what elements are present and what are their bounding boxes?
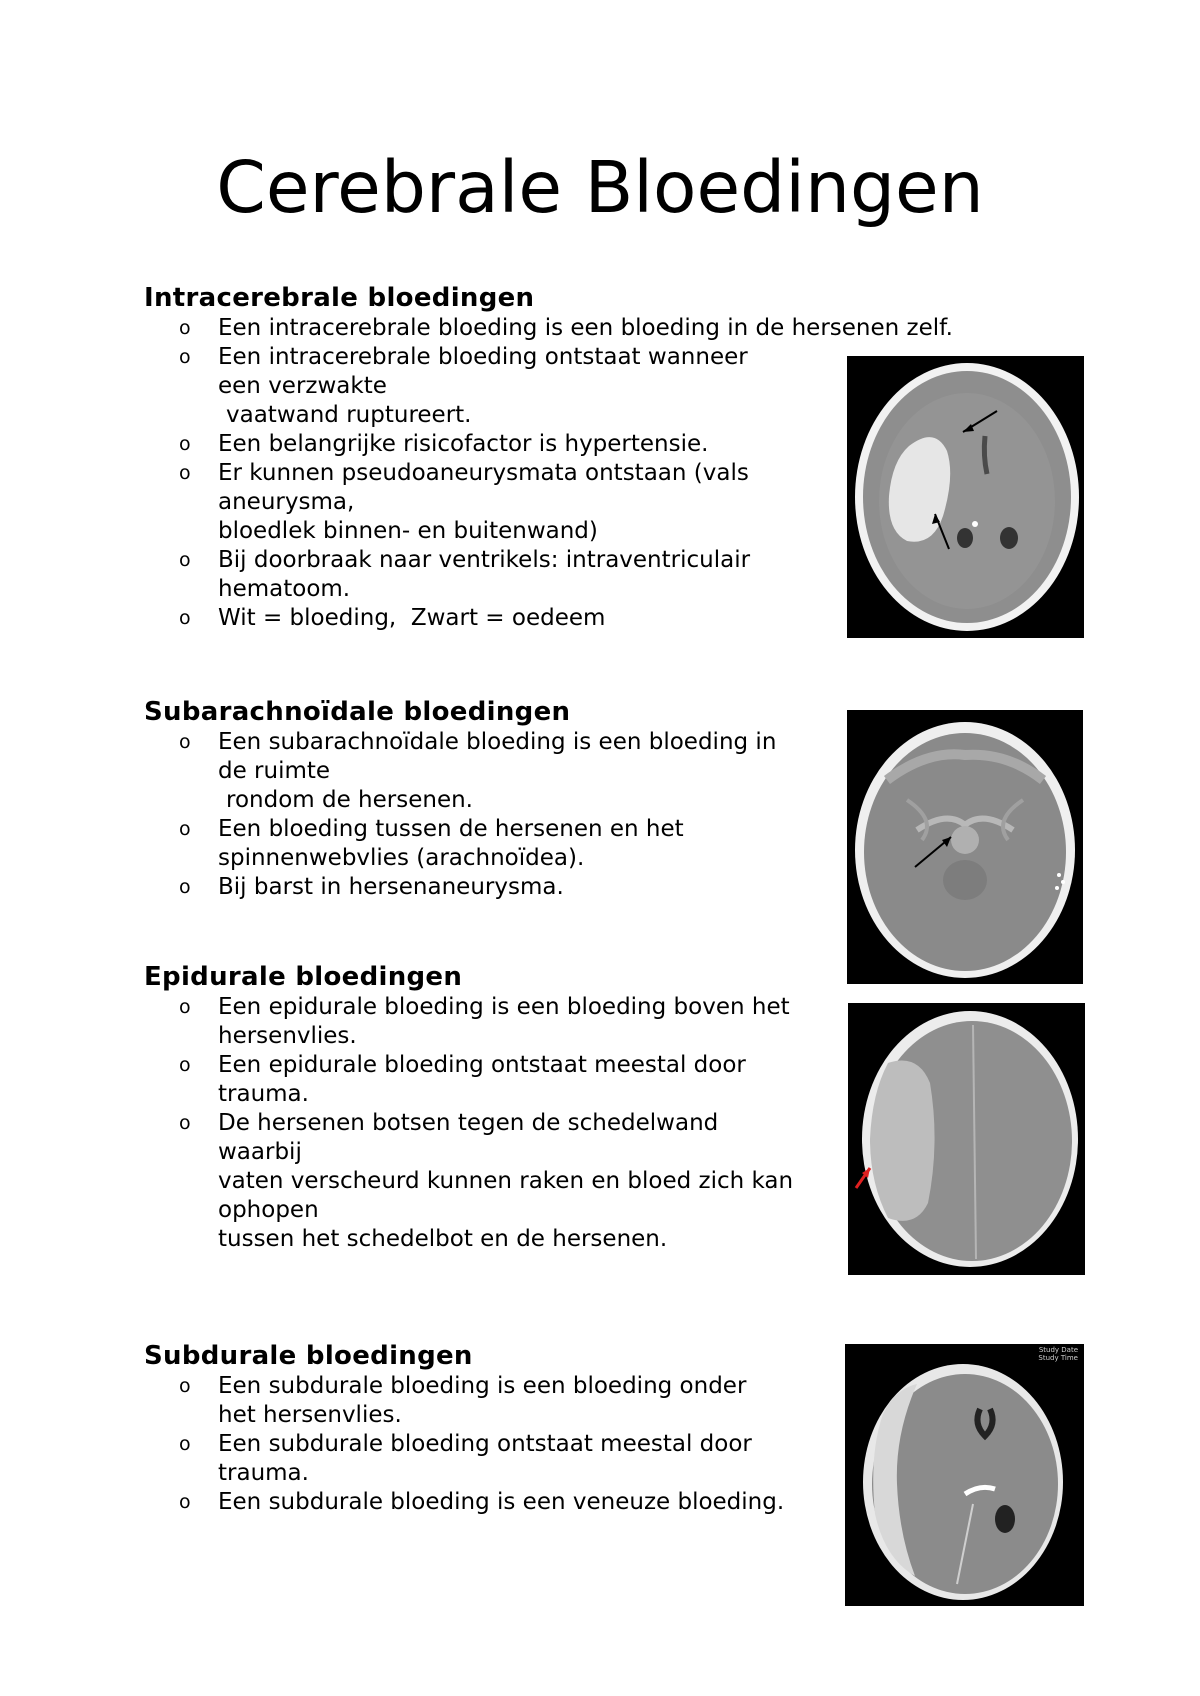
list-item-text: Wit = bloeding, Zwart = oedeem bbox=[218, 605, 606, 631]
list-item-text: Een subdurale bloeding is een veneuze bloeding. bbox=[218, 1489, 785, 1515]
section-heading: Subarachnoïdale bloedingen bbox=[144, 697, 571, 727]
ct-overlay-line: Study Date bbox=[1038, 1346, 1078, 1354]
bullet-marker: o bbox=[179, 433, 191, 455]
bullet-marker: o bbox=[179, 1433, 191, 1455]
list-item bbox=[144, 1430, 824, 1488]
list-item-text: het hersenvlies. bbox=[218, 1402, 402, 1428]
section-heading: Subdurale bloedingen bbox=[144, 1341, 473, 1371]
list-item-text: waarbij bbox=[218, 1139, 302, 1165]
list-item-text: rondom de hersenen. bbox=[226, 787, 473, 813]
list-item-text: hersenvlies. bbox=[218, 1023, 357, 1049]
bullet-marker: o bbox=[179, 996, 191, 1018]
ct-overlay-text bbox=[1038, 1346, 1078, 1362]
list-item bbox=[144, 1109, 826, 1254]
list-item-text: Een intracerebrale bloeding is een bloeding in de hersenen zelf. bbox=[218, 315, 953, 341]
list-item-text: Een subarachnoïdale bloeding is een bloeding in bbox=[218, 729, 777, 755]
section-heading: Intracerebrale bloedingen bbox=[144, 283, 535, 313]
bullet-list bbox=[144, 1372, 824, 1517]
list-item-text: de ruimte bbox=[218, 758, 331, 784]
list-item-text: Bij barst in hersenaneurysma. bbox=[218, 874, 564, 900]
page-title: Cerebrale Bloedingen bbox=[216, 146, 984, 229]
list-item-text: trauma. bbox=[218, 1081, 309, 1107]
list-item-text: Een subdurale bloeding ontstaat meestal door bbox=[218, 1431, 752, 1457]
list-item-text: Een bloeding tussen de hersenen en het bbox=[218, 816, 684, 842]
section-subarachnoid bbox=[144, 696, 826, 902]
section-epidural bbox=[144, 961, 826, 1254]
ct-scan-subdural bbox=[845, 1344, 1084, 1606]
list-item-text: Een intracerebrale bloeding ontstaat wanneer bbox=[218, 344, 748, 370]
list-item-text: bloedlek binnen- en buitenwand) bbox=[218, 518, 598, 544]
list-item bbox=[144, 1488, 824, 1517]
list-item-text: spinnenwebvlies (arachnoïdea). bbox=[218, 845, 585, 871]
list-item bbox=[144, 1051, 826, 1109]
bullet-marker: o bbox=[179, 1054, 191, 1076]
ct-scan-image bbox=[845, 1344, 1084, 1606]
list-item-text: Een belangrijke risicofactor is hypertensie. bbox=[218, 431, 709, 457]
list-item-text: Een subdurale bloeding is een bloeding onder bbox=[218, 1373, 747, 1399]
bullet-marker: o bbox=[179, 876, 191, 898]
list-item bbox=[144, 873, 826, 902]
bullet-marker: o bbox=[179, 549, 191, 571]
list-item-text: tussen het schedelbot en de hersenen. bbox=[218, 1226, 668, 1252]
section-subdural bbox=[144, 1340, 824, 1517]
list-item-text: Bij doorbraak naar ventrikels: intraventriculair bbox=[218, 547, 751, 573]
bullet-list bbox=[144, 993, 826, 1254]
bullet-marker: o bbox=[179, 607, 191, 629]
ct-scan-epidural bbox=[848, 1003, 1085, 1275]
ct-scan-subarachnoid bbox=[847, 710, 1083, 984]
bullet-list bbox=[144, 728, 826, 902]
bullet-marker: o bbox=[179, 731, 191, 753]
list-item-text: trauma. bbox=[218, 1460, 309, 1486]
section-heading: Epidurale bloedingen bbox=[144, 962, 463, 992]
list-item-text: De hersenen botsen tegen de schedelwand bbox=[218, 1110, 719, 1136]
ct-scan-image bbox=[847, 710, 1083, 984]
ct-overlay-line: Study Time bbox=[1038, 1354, 1078, 1362]
bullet-marker: o bbox=[179, 346, 191, 368]
list-item bbox=[144, 459, 826, 546]
list-item-text: vaten verscheurd kunnen raken en bloed zich kan bbox=[218, 1168, 794, 1194]
ct-scan-image bbox=[848, 1003, 1085, 1275]
bullet-marker: o bbox=[179, 1491, 191, 1513]
list-item-text: een verzwakte bbox=[218, 373, 387, 399]
list-item-text: vaatwand ruptureert. bbox=[226, 402, 472, 428]
bullet-marker: o bbox=[179, 317, 191, 339]
list-item-text: Een epidurale bloeding ontstaat meestal door bbox=[218, 1052, 746, 1078]
ct-scan-image bbox=[847, 356, 1084, 638]
list-item bbox=[144, 815, 826, 873]
ct-scan-intracerebral bbox=[847, 356, 1084, 638]
list-item-text: ophopen bbox=[218, 1197, 319, 1223]
list-item-text: aneurysma, bbox=[218, 489, 355, 515]
bullet-marker: o bbox=[179, 1112, 191, 1134]
list-item bbox=[144, 314, 992, 343]
bullet-marker: o bbox=[179, 462, 191, 484]
list-item bbox=[144, 546, 826, 604]
list-item bbox=[144, 728, 826, 815]
list-item bbox=[144, 343, 826, 430]
list-item-text: hematoom. bbox=[218, 576, 351, 602]
list-item-text: Een epidurale bloeding is een bloeding boven het bbox=[218, 994, 790, 1020]
bullet-marker: o bbox=[179, 1375, 191, 1397]
list-item bbox=[144, 1372, 824, 1430]
list-item bbox=[144, 993, 826, 1051]
list-item-text: Er kunnen pseudoaneurysmata ontstaan (vals bbox=[218, 460, 749, 486]
bullet-marker: o bbox=[179, 818, 191, 840]
